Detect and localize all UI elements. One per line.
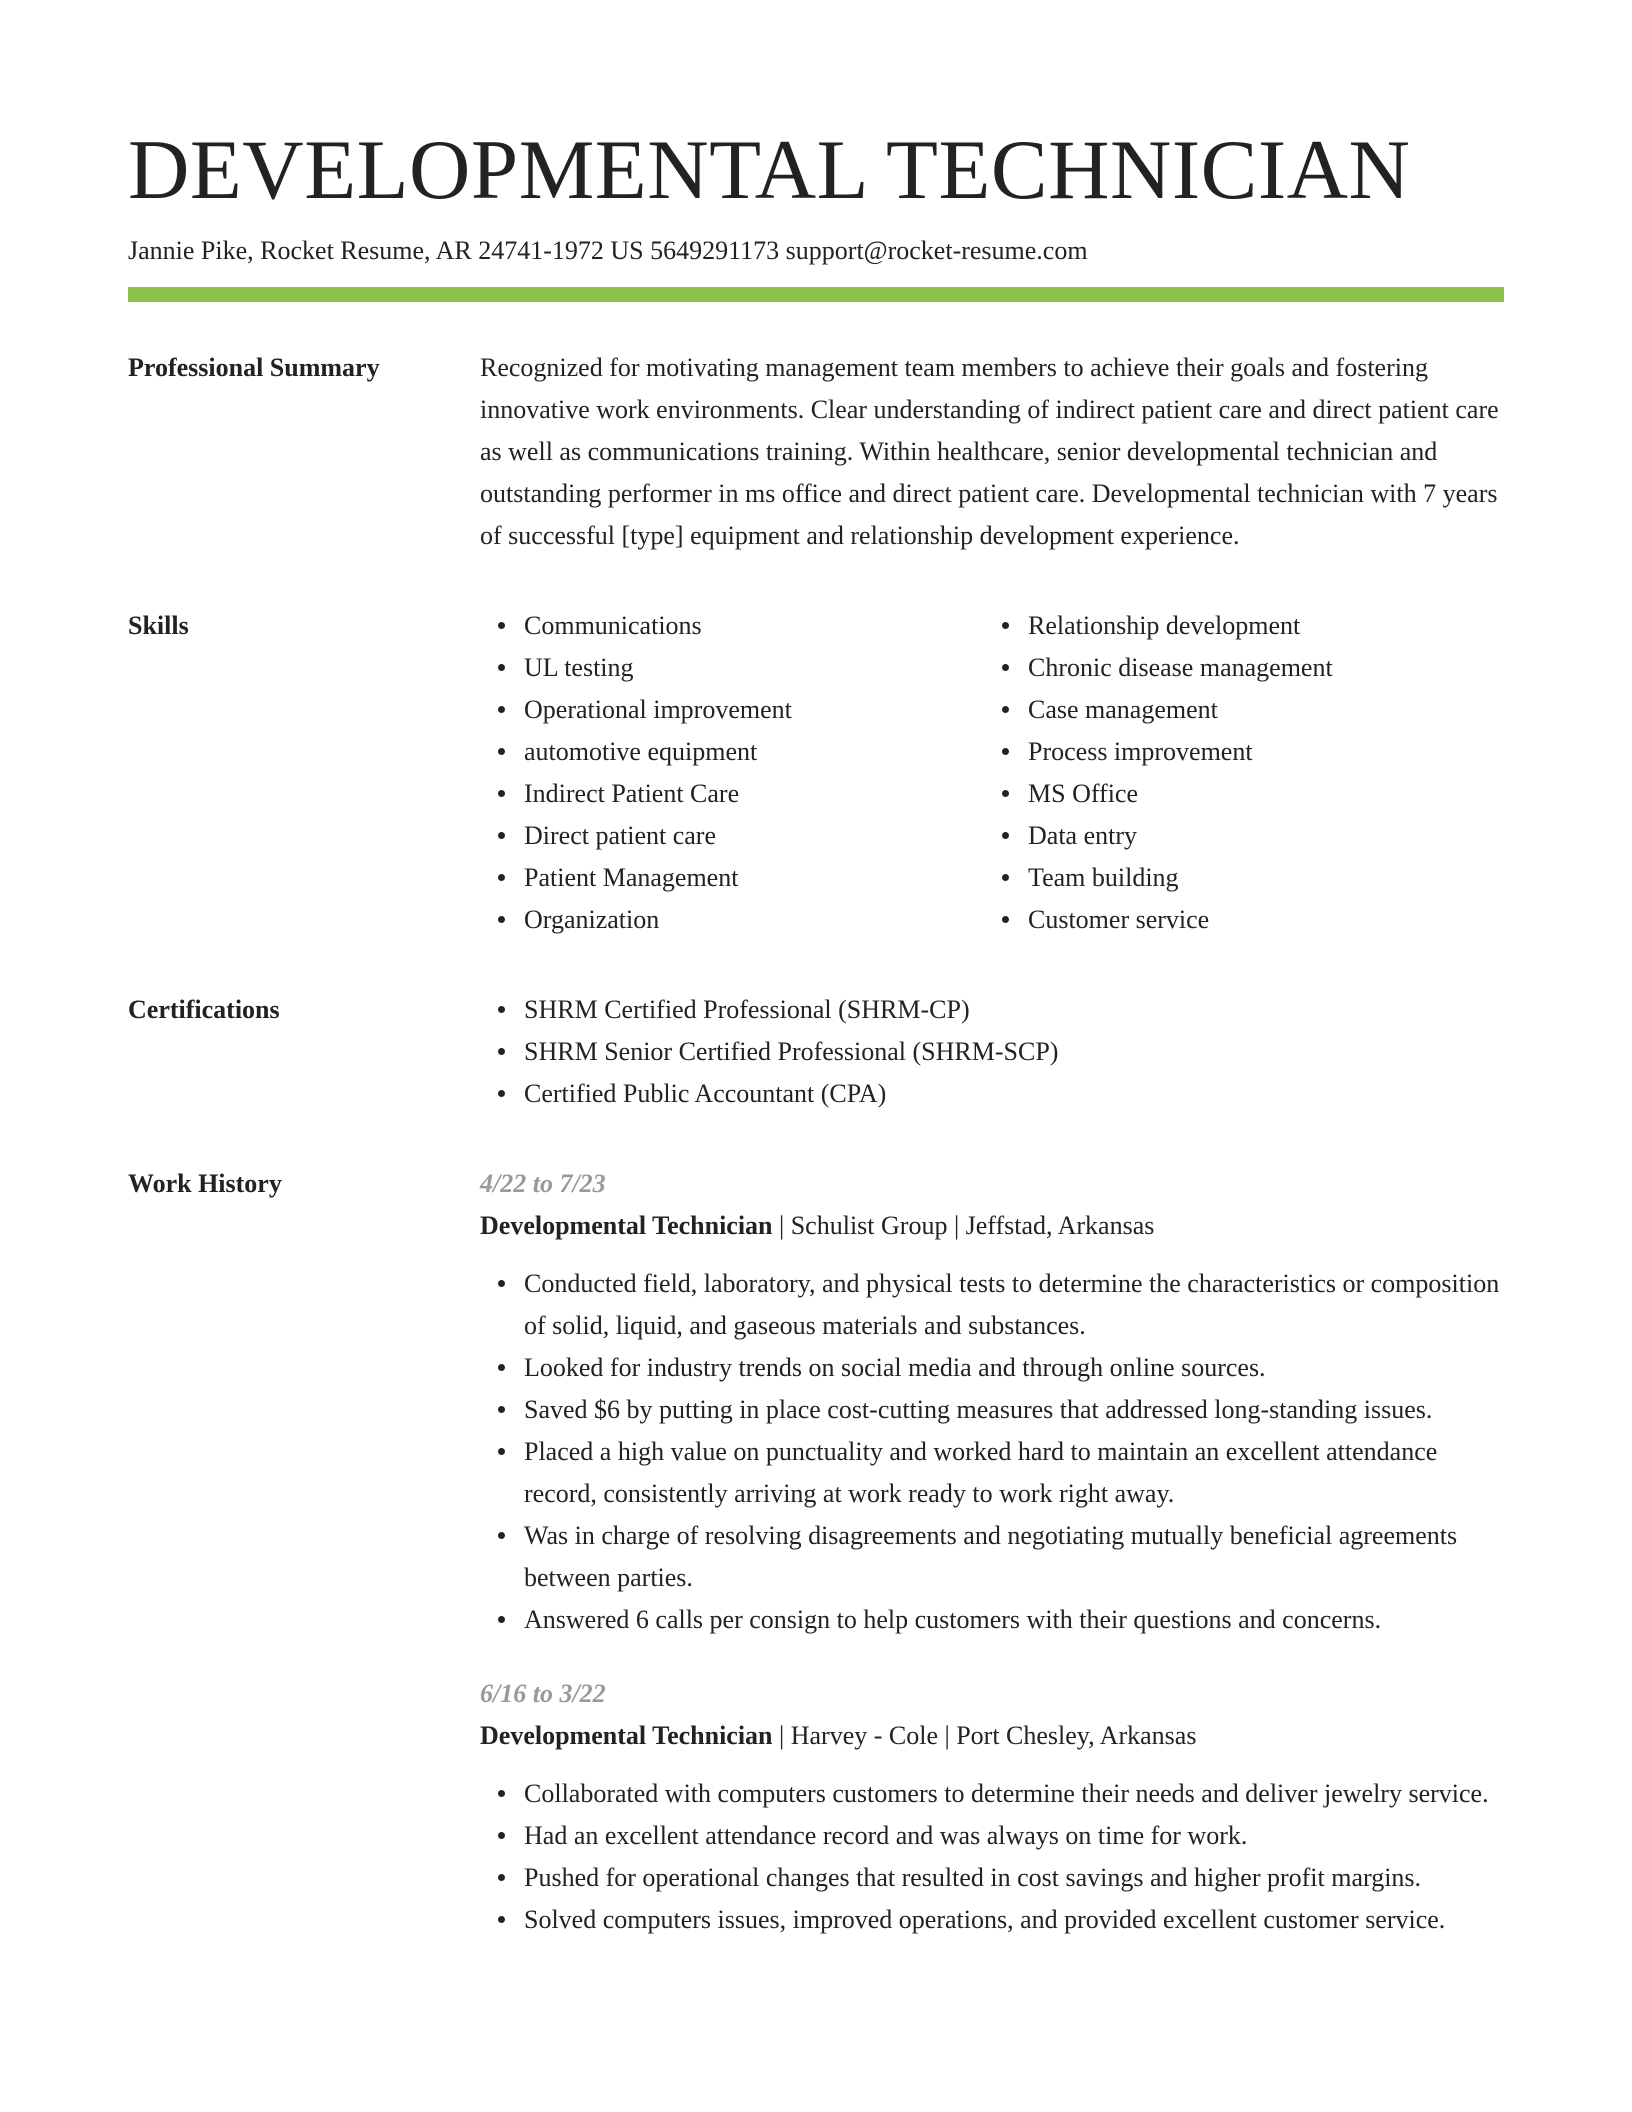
skills-list-left — [480, 605, 984, 941]
job-title: Developmental Technician — [480, 1721, 773, 1750]
skill-item: Organization — [524, 899, 984, 941]
skills-grid — [480, 605, 1504, 941]
job-company-location: | Schulist Group | Jeffstad, Arkansas — [772, 1211, 1155, 1240]
skill-item: Customer service — [1028, 899, 1488, 941]
job-bullet: Had an excellent attendance record and was always on time for work. — [524, 1815, 1504, 1857]
job-bullet: Was in charge of resolving disagreements and negotiating mutually beneficial agreements between parties. — [524, 1515, 1504, 1599]
certification-item: SHRM Certified Professional (SHRM-CP) — [524, 989, 1504, 1031]
skill-item: Direct patient care — [524, 815, 984, 857]
job-bullet: Looked for industry trends on social media and through online sources. — [524, 1347, 1504, 1389]
contact-line: Jannie Pike, Rocket Resume, AR 24741-1972 US 5649291173 support@rocket-resume.com — [128, 236, 1088, 265]
job-heading — [480, 1715, 1504, 1757]
skills-column-right — [984, 605, 1488, 941]
section-title: Certifications — [128, 995, 280, 1024]
skill-item: MS Office — [1028, 773, 1488, 815]
skill-item: Data entry — [1028, 815, 1488, 857]
resume-page — [128, 118, 1504, 1941]
job-bullets — [480, 1773, 1504, 1941]
job-bullet: Saved $6 by putting in place cost-cutting measures that addressed long-standing issues. — [524, 1389, 1504, 1431]
job-title: Developmental Technician — [480, 1211, 773, 1240]
job-bullet: Answered 6 calls per consign to help customers with their questions and concerns. — [524, 1599, 1504, 1641]
summary-text: Recognized for motivating management team members to achieve their goals and fostering innovative work environments. Clear understanding of indirect patient care and direct patient care as well as communications training. Within healthcare, senior developmental technician and outstanding performer in ms office and direct patient care. Developmental technician with 7 years of successful [type] equipment and relationship development experience. — [480, 353, 1499, 550]
skill-item: Case management — [1028, 689, 1488, 731]
skills-list-right — [984, 605, 1488, 941]
job-heading — [480, 1205, 1504, 1247]
skill-item: Indirect Patient Care — [524, 773, 984, 815]
job-bullet: Pushed for operational changes that resulted in cost savings and higher profit margins. — [524, 1857, 1504, 1899]
skill-item: Relationship development — [1028, 605, 1488, 647]
accent-divider — [128, 287, 1504, 302]
skills-section — [128, 605, 1504, 941]
work-history-body — [480, 1163, 1504, 1941]
skill-item: Process improvement — [1028, 731, 1488, 773]
skills-column-left — [480, 605, 984, 941]
skill-item: Chronic disease management — [1028, 647, 1488, 689]
job-bullet: Conducted field, laboratory, and physical tests to determine the characteristics or composition of solid, liquid, and gaseous materials and substances. — [524, 1263, 1504, 1347]
skill-item: automotive equipment — [524, 731, 984, 773]
certifications-body — [480, 989, 1504, 1115]
job-entry — [480, 1673, 1504, 1941]
skill-item: Team building — [1028, 857, 1488, 899]
skill-item: Communications — [524, 605, 984, 647]
certifications-section — [128, 989, 1504, 1115]
section-title: Professional Summary — [128, 353, 380, 382]
job-bullets — [480, 1263, 1504, 1641]
job-bullet: Collaborated with computers customers to determine their needs and deliver jewelry service. — [524, 1773, 1504, 1815]
work-history-section — [128, 1163, 1504, 1941]
summary-body — [480, 347, 1504, 557]
skills-body — [480, 605, 1504, 941]
resume-name-title: DEVELOPMENTAL TECHNICIAN — [128, 123, 1411, 217]
skill-item: Patient Management — [524, 857, 984, 899]
job-dates: 6/16 to 3/22 — [480, 1679, 606, 1708]
job-bullet: Solved computers issues, improved operations, and provided excellent customer service. — [524, 1899, 1504, 1941]
certification-item: Certified Public Accountant (CPA) — [524, 1073, 1504, 1115]
skill-item: Operational improvement — [524, 689, 984, 731]
certifications-list — [480, 989, 1504, 1115]
certification-item: SHRM Senior Certified Professional (SHRM-SCP) — [524, 1031, 1504, 1073]
section-title: Skills — [128, 611, 189, 640]
job-dates: 4/22 to 7/23 — [480, 1169, 606, 1198]
job-bullet: Placed a high value on punctuality and worked hard to maintain an excellent attendance record, consistently arriving at work ready to work right away. — [524, 1431, 1504, 1515]
job-company-location: | Harvey - Cole | Port Chesley, Arkansas — [772, 1721, 1197, 1750]
professional-summary-section — [128, 347, 1504, 557]
section-title: Work History — [128, 1169, 282, 1198]
skill-item: UL testing — [524, 647, 984, 689]
job-entry — [480, 1163, 1504, 1641]
